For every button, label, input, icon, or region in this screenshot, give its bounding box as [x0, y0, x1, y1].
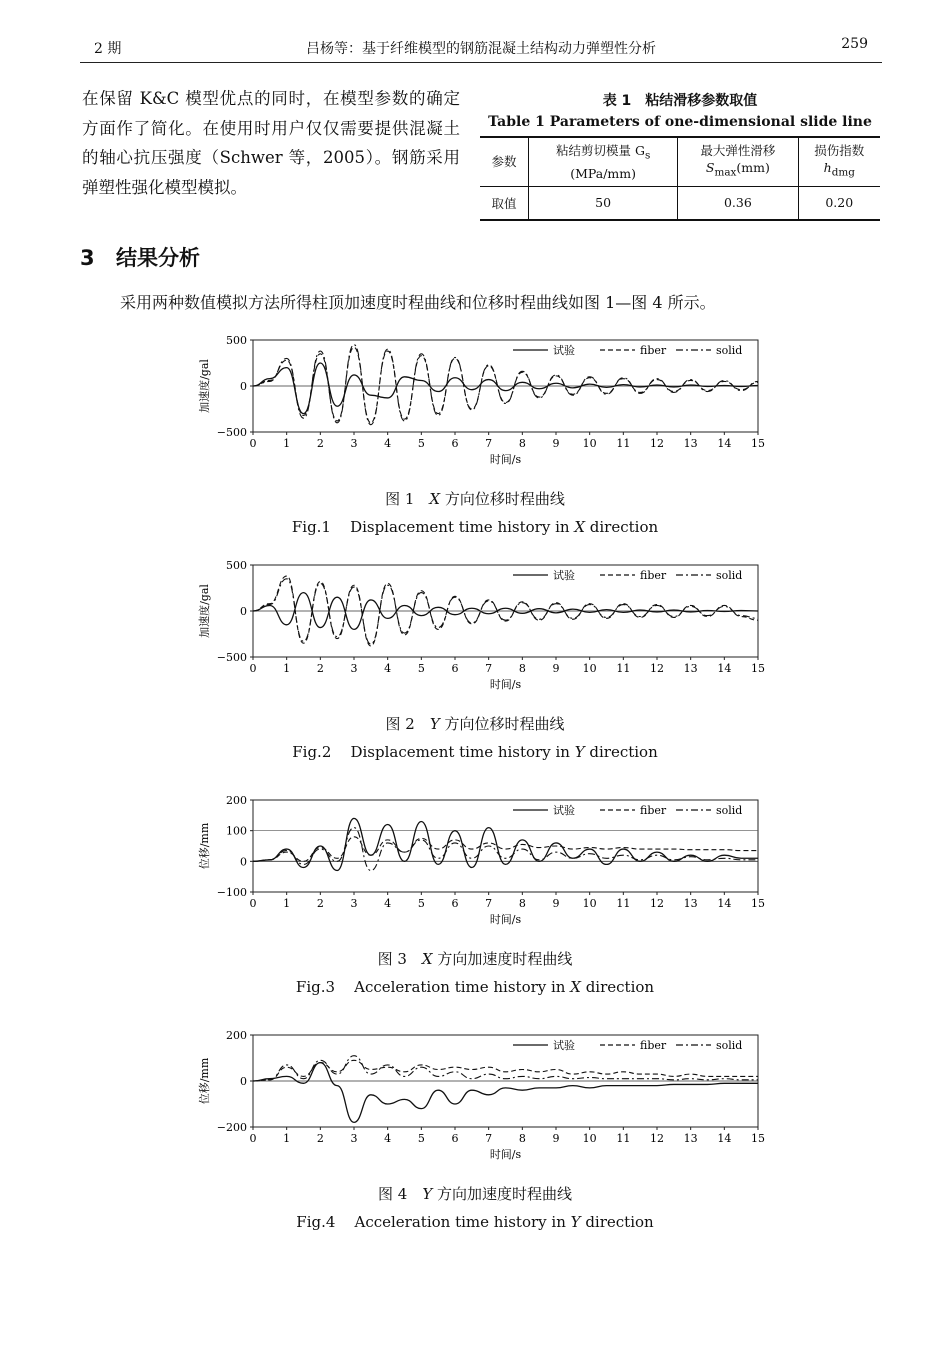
legend-label-dashdot: solid [716, 344, 743, 357]
x-tick-label: 10 [582, 897, 597, 910]
running-title: 吕杨等：基于纤维模型的钢筋混凝土结构动力弹塑性分析 [306, 41, 656, 57]
y-tick-label: −500 [216, 651, 247, 664]
table-value-row [480, 186, 880, 220]
figure-2-caption-en [0, 743, 950, 761]
shear-modulus-unit: (MPa/mm) [570, 165, 637, 181]
value-damage-index: 0.20 [798, 186, 880, 220]
x-tick-label: 4 [384, 662, 392, 675]
caption-text-end: direction [585, 518, 659, 536]
x-tick-label: 8 [518, 897, 526, 910]
max-slip-unit: (mm) [736, 160, 770, 175]
x-tick-label: 13 [683, 662, 698, 675]
x-tick-label: 12 [650, 662, 664, 675]
x-tick-label: 2 [316, 1132, 324, 1145]
x-axis-label: 时间/s [489, 913, 522, 926]
x-tick-label: 1 [283, 662, 291, 675]
x-tick-label: 7 [485, 437, 493, 450]
legend-label-dash: fiber [640, 804, 667, 817]
x-tick-label: 8 [518, 437, 526, 450]
caption-text: 方向位移时程曲线 [440, 490, 565, 508]
series-line-solid [253, 818, 758, 870]
figure-4 [195, 1025, 775, 1165]
x-tick-label: 8 [518, 662, 526, 675]
x-tick-label: 12 [650, 1132, 664, 1145]
x-tick-label: 8 [518, 1132, 526, 1145]
caption-text-end: direction [580, 1213, 654, 1231]
caption-num: 图 2 [385, 715, 415, 733]
value-label-cell: 取值 [480, 186, 529, 220]
chart-svg [195, 1025, 775, 1165]
x-axis-label: 时间/s [489, 678, 522, 691]
x-tick-label: 2 [316, 897, 324, 910]
caption-var: X [429, 490, 441, 508]
x-tick-label: 9 [552, 897, 560, 910]
caption-text: Acceleration time history in [354, 978, 571, 996]
chart-svg [195, 790, 775, 930]
x-tick-label: 2 [316, 437, 324, 450]
x-tick-label: 15 [751, 897, 765, 910]
legend-label-solid: 试验 [553, 1039, 575, 1052]
y-axis-label: 加速度/gal [198, 584, 211, 638]
damage-index-symbol: h [823, 160, 832, 175]
y-axis-label: 加速度/gal [198, 359, 211, 413]
x-tick-label: 15 [751, 1132, 765, 1145]
parameter-table [480, 136, 880, 221]
x-tick-label: 7 [485, 662, 493, 675]
plot-frame [253, 800, 758, 892]
series-line-dashdot [253, 1056, 758, 1081]
y-tick-label: 500 [226, 559, 247, 572]
max-slip-name: 最大弹性滑移 [700, 143, 776, 158]
x-tick-label: 10 [582, 1132, 597, 1145]
table-header-row [480, 137, 880, 186]
x-tick-label: 9 [552, 662, 560, 675]
x-tick-label: 1 [283, 1132, 291, 1145]
x-tick-label: 4 [384, 1132, 392, 1145]
x-tick-label: 1 [283, 437, 291, 450]
x-tick-label: 11 [616, 1132, 631, 1145]
y-tick-label: 200 [226, 794, 247, 807]
page-number: 259 [841, 36, 868, 52]
legend-label-solid: 试验 [553, 804, 575, 817]
legend-label-dash: fiber [640, 1039, 667, 1052]
section-heading [80, 242, 200, 272]
issue-number: 2 期 [94, 41, 122, 57]
caption-var: X [421, 950, 433, 968]
y-tick-label: 0 [240, 1075, 247, 1088]
y-tick-label: 200 [226, 1029, 247, 1042]
header-damage-index [798, 137, 880, 186]
caption-var: X [570, 978, 581, 996]
x-tick-label: 0 [249, 437, 257, 450]
caption-text: 方向位移时程曲线 [439, 715, 565, 733]
legend-label-solid: 试验 [553, 569, 575, 582]
figure-3-caption-en [0, 978, 950, 996]
x-tick-label: 13 [683, 897, 698, 910]
legend-label-dash: fiber [640, 569, 667, 582]
x-tick-label: 3 [350, 662, 358, 675]
figure-2-caption-cn [0, 713, 950, 734]
x-tick-label: 6 [451, 437, 459, 450]
figure-1 [195, 330, 775, 470]
caption-num: Fig.1 [291, 518, 331, 536]
x-tick-label: 0 [249, 1132, 257, 1145]
body-paragraph: 在保留 K&C 模型优点的同时，在模型参数的确定方面作了简化。在使用时用户仅仅需要提供混凝土的轴心抗压强度（Schwer 等，2005）。钢筋采用弹塑性强化模型模拟。 [82, 89, 460, 197]
x-tick-label: 12 [650, 437, 664, 450]
x-tick-label: 10 [582, 437, 597, 450]
parameter-table-block [480, 90, 880, 221]
section-number: 3 [80, 246, 95, 270]
x-tick-label: 4 [384, 437, 392, 450]
caption-num: Fig.2 [292, 743, 332, 761]
x-axis-label: 时间/s [489, 1148, 522, 1161]
damage-index-name: 损伤指数 [814, 143, 865, 158]
table-caption-en: Table 1 Parameters of one-dimensional slide line [488, 114, 872, 130]
x-tick-label: 1 [283, 897, 291, 910]
caption-text: 方向加速度时程曲线 [432, 950, 573, 968]
x-tick-label: 15 [751, 662, 765, 675]
figure-2 [195, 555, 775, 695]
damage-index-sub: dmg [831, 166, 855, 179]
series-line-dash [253, 1060, 758, 1081]
caption-var: Y [422, 1185, 433, 1203]
caption-var: Y [570, 1213, 581, 1231]
x-tick-label: 6 [451, 897, 459, 910]
table-caption-cn: 表 1 粘结滑移参数取值 [602, 93, 758, 109]
legend-label-dash: fiber [640, 344, 667, 357]
x-tick-label: 3 [350, 897, 358, 910]
figure-4-caption-cn [0, 1183, 950, 1204]
y-tick-label: −100 [216, 886, 247, 899]
value-shear-modulus: 50 [529, 186, 678, 220]
max-slip-sub: max [714, 166, 737, 179]
x-tick-label: 4 [384, 897, 392, 910]
x-tick-label: 15 [751, 437, 765, 450]
x-tick-label: 7 [485, 1132, 493, 1145]
x-tick-label: 12 [650, 897, 664, 910]
caption-text: Displacement time history in [350, 743, 575, 761]
running-header [80, 36, 882, 63]
x-tick-label: 14 [717, 662, 732, 675]
chart-svg [195, 555, 775, 695]
value-max-slip: 0.36 [678, 186, 798, 220]
x-tick-label: 14 [717, 1132, 732, 1145]
section-title: 结果分析 [116, 246, 200, 270]
x-tick-label: 11 [616, 662, 631, 675]
caption-num: 图 3 [377, 950, 407, 968]
header-shear-modulus [529, 137, 678, 186]
figure-4-caption-en [0, 1213, 950, 1231]
header-label-cell: 参数 [480, 137, 529, 186]
shear-modulus-sub: s [644, 149, 651, 162]
figure-1-caption-en [0, 518, 950, 536]
caption-text-end: direction [584, 743, 658, 761]
figure-3 [195, 790, 775, 930]
x-tick-label: 3 [350, 437, 358, 450]
caption-var: X [574, 518, 585, 536]
y-tick-label: 100 [226, 824, 247, 838]
x-tick-label: 5 [417, 662, 425, 675]
caption-num: Fig.4 [296, 1213, 336, 1231]
y-tick-label: −500 [216, 426, 247, 439]
legend-label-solid: 试验 [553, 344, 575, 357]
figure-3-caption-cn [0, 948, 950, 969]
x-tick-label: 6 [451, 662, 459, 675]
x-tick-label: 11 [616, 437, 631, 450]
x-tick-label: 13 [683, 437, 698, 450]
x-tick-label: 5 [417, 897, 425, 910]
x-tick-label: 7 [485, 897, 493, 910]
caption-num: Fig.3 [295, 978, 336, 996]
y-tick-label: 0 [240, 605, 247, 618]
x-tick-label: 2 [316, 662, 324, 675]
legend-label-dashdot: solid [716, 1039, 743, 1052]
y-tick-label: 0 [240, 380, 247, 393]
x-tick-label: 10 [582, 662, 597, 675]
x-tick-label: 3 [350, 1132, 358, 1145]
figure-1-caption-cn [0, 488, 950, 509]
y-tick-label: 0 [240, 855, 247, 869]
y-axis-label: 位移/mm [198, 822, 211, 870]
x-tick-label: 13 [683, 1132, 698, 1145]
x-tick-label: 14 [717, 437, 732, 450]
series-line-dash [253, 347, 758, 422]
caption-text: Acceleration time history in [354, 1213, 571, 1231]
x-tick-label: 6 [451, 1132, 459, 1145]
caption-var: Y [574, 743, 585, 761]
caption-num: 图 1 [385, 490, 415, 508]
x-axis-label: 时间/s [489, 453, 522, 466]
x-tick-label: 11 [616, 897, 631, 910]
y-axis-label: 位移/mm [198, 1057, 211, 1105]
caption-text: Displacement time history in [350, 518, 575, 536]
x-tick-label: 0 [249, 897, 257, 910]
legend-label-dashdot: solid [716, 804, 743, 817]
x-tick-label: 5 [417, 1132, 425, 1145]
caption-text-end: direction [580, 978, 655, 996]
y-tick-label: 500 [226, 334, 247, 347]
x-tick-label: 5 [417, 437, 425, 450]
max-slip-symbol: S [705, 160, 715, 175]
caption-text: 方向加速度时程曲线 [432, 1185, 572, 1203]
shear-modulus-name: 粘结剪切模量 G [555, 143, 645, 158]
caption-num: 图 4 [377, 1185, 408, 1203]
caption-var: Y [429, 715, 440, 733]
x-tick-label: 9 [552, 1132, 560, 1145]
x-tick-label: 9 [552, 437, 560, 450]
intro-paragraph: 采用两种数值模拟方法所得柱顶加速度时程曲线和位移时程曲线如图 1—图 4 所示。 [120, 293, 716, 312]
chart-svg [195, 330, 775, 470]
x-tick-label: 0 [249, 662, 257, 675]
y-tick-label: −200 [216, 1121, 247, 1134]
header-max-slip [678, 137, 798, 186]
legend-label-dashdot: solid [716, 569, 743, 582]
x-tick-label: 14 [717, 897, 732, 910]
